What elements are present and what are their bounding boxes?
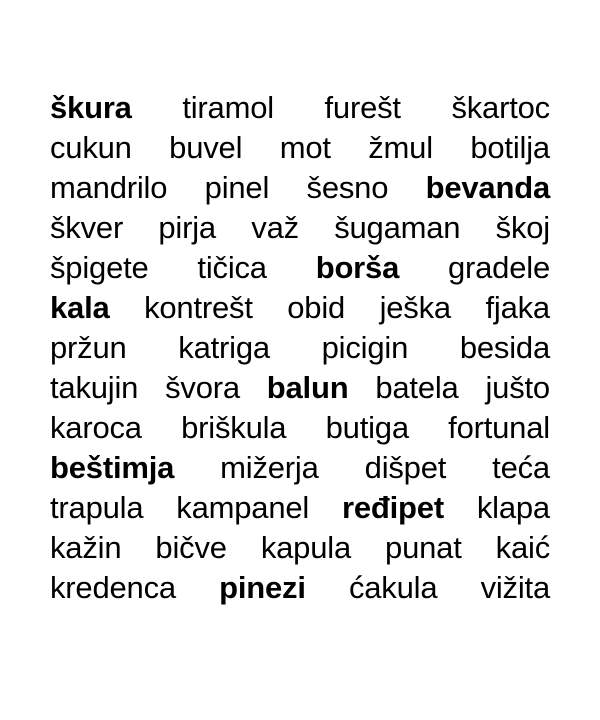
word-item: besida xyxy=(459,330,550,365)
word-item: kala xyxy=(50,290,110,325)
word-item: pinel xyxy=(204,170,270,205)
word-line xyxy=(50,208,550,248)
word-item: batela xyxy=(375,370,459,405)
word-item: takujin xyxy=(50,370,139,405)
word-item: kredenca xyxy=(50,570,176,605)
word-item: punat xyxy=(385,530,462,565)
word-item: briškula xyxy=(181,410,287,445)
word-item: ćakula xyxy=(348,570,438,605)
word-item: obid xyxy=(287,290,346,325)
word-item: tičica xyxy=(197,250,267,285)
word-line xyxy=(50,488,550,528)
word-item: dišpet xyxy=(364,450,447,485)
word-item: trapula xyxy=(50,490,144,525)
word-item: važ xyxy=(251,210,299,245)
word-item: mižerja xyxy=(220,450,319,485)
word-item: botilja xyxy=(470,130,550,165)
word-item: beštimja xyxy=(50,450,175,485)
word-item: kažin xyxy=(50,530,122,565)
word-item: škartoc xyxy=(451,90,550,125)
word-line xyxy=(50,528,550,568)
word-item: klapa xyxy=(476,490,550,525)
word-item: kontrešt xyxy=(144,290,253,325)
word-item: jušto xyxy=(485,370,550,405)
word-line xyxy=(50,168,550,208)
word-item: cukun xyxy=(50,130,132,165)
word-item: ređipet xyxy=(342,490,444,525)
word-item: pinezi xyxy=(219,570,306,605)
word-item: fortunal xyxy=(448,410,550,445)
word-item: gradele xyxy=(447,250,550,285)
word-item: šugaman xyxy=(334,210,461,245)
word-line xyxy=(50,328,550,368)
word-item: borša xyxy=(315,250,400,285)
word-item: butiga xyxy=(325,410,409,445)
word-item: pržun xyxy=(50,330,127,365)
word-line xyxy=(50,448,550,488)
word-line xyxy=(50,368,550,408)
word-item: bičve xyxy=(155,530,227,565)
word-line xyxy=(50,248,550,288)
word-item: teća xyxy=(492,450,550,485)
word-item: kaić xyxy=(495,530,550,565)
word-line xyxy=(50,568,550,608)
word-item: bevanda xyxy=(425,170,550,205)
word-item: tiramol xyxy=(182,90,274,125)
word-line xyxy=(50,88,550,128)
word-item: kampanel xyxy=(176,490,310,525)
word-item: švora xyxy=(165,370,240,405)
word-item: picigin xyxy=(321,330,409,365)
word-line xyxy=(50,288,550,328)
word-item: furešt xyxy=(324,90,401,125)
word-item: škura xyxy=(50,90,132,125)
word-item: karoca xyxy=(50,410,142,445)
word-item: škver xyxy=(50,210,124,245)
word-item: mot xyxy=(279,130,331,165)
word-item: špigete xyxy=(50,250,149,285)
word-item: škoj xyxy=(495,210,550,245)
word-item: vižita xyxy=(480,570,550,605)
word-item: žmul xyxy=(368,130,433,165)
word-line xyxy=(50,128,550,168)
word-item: katriga xyxy=(178,330,270,365)
word-item: fjaka xyxy=(485,290,550,325)
word-item: mandrilo xyxy=(50,170,168,205)
word-item: balun xyxy=(266,370,349,405)
word-line xyxy=(50,408,550,448)
word-item: buvel xyxy=(169,130,243,165)
word-item: ješka xyxy=(379,290,451,325)
word-item: pirja xyxy=(158,210,216,245)
word-item: kapula xyxy=(260,530,351,565)
word-item: šesno xyxy=(306,170,389,205)
